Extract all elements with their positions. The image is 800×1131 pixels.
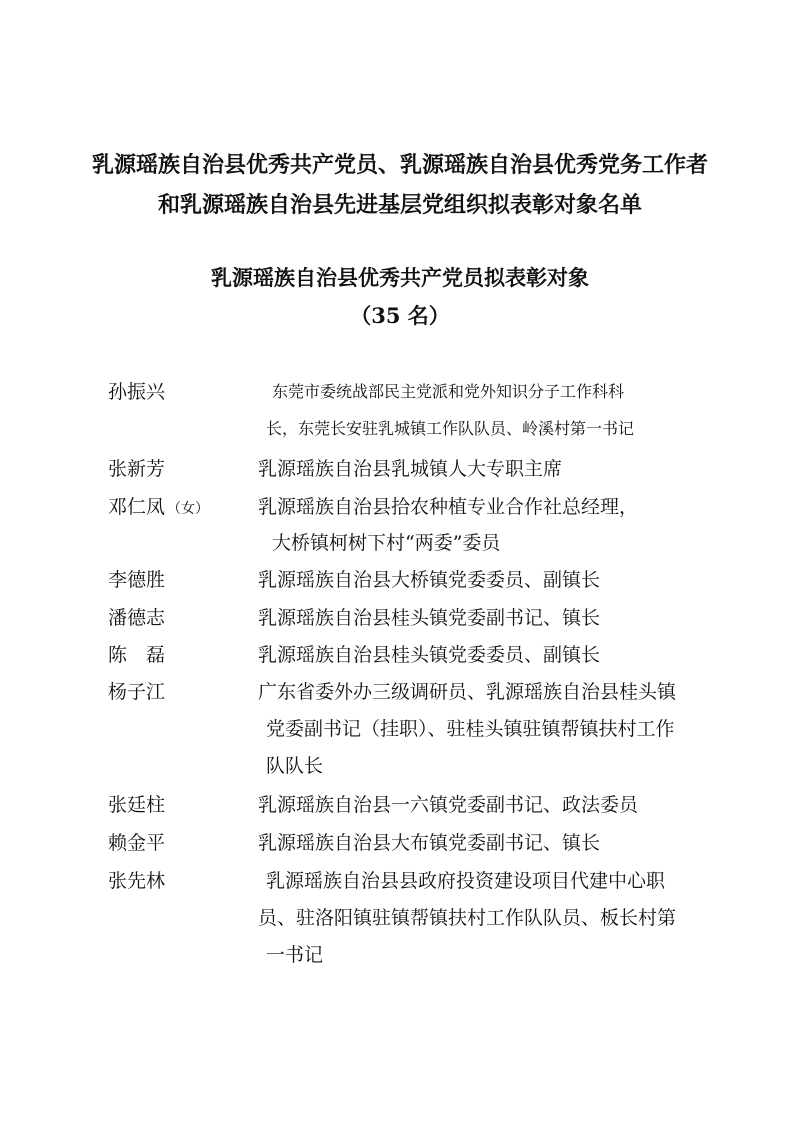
entry-name: 陈 磊 [108,644,166,666]
entry-description-line: 乳源瑶族自治县大布镇党委副书记、镇长 [258,832,601,854]
entry-description-line: 一书记 [266,944,324,966]
entry-description-line: 乳源瑶族自治县拾农种植专业合作社总经理， [258,496,639,518]
entry-description-line: 党委副书记（挂职）、驻桂头镇驻镇帮镇扶村工作 [266,718,675,740]
entry-description-line: 乳源瑶族自治县县政府投资建设项目代建中心职 [266,870,666,892]
section-subtitle: 乳源瑶族自治县优秀共产党员拟表彰对象 [211,265,589,290]
section-count: （35 名） [350,303,450,328]
entry-description-line: 乳源瑶族自治县乳城镇人大专职主席 [258,458,563,480]
document-title-line-1: 乳源瑶族自治县优秀共产党员、乳源瑶族自治县优秀党务工作者 [91,152,708,178]
entry-description-line: 广东省委外办三级调研员、乳源瑶族自治县桂头镇 [258,681,677,703]
entry-description-line: 乳源瑶族自治县大桥镇党委委员、副镇长 [258,569,601,591]
entry-name: 张新芳 [108,458,166,480]
entry-name: 杨子江 [108,681,166,703]
entry-name: 张廷柱 [108,794,166,816]
document-title-line-2: 和乳源瑶族自治县先进基层党组织拟表彰对象名单 [157,192,642,218]
entry-description-line: 长，东莞长安驻乳城镇工作队队员、岭溪村第一书记 [266,419,635,438]
entry-name [108,492,209,519]
entry-description-line: 东莞市委统战部民主党派和党外知识分子工作科科 [272,382,625,401]
entry-description-line: 队队长 [266,755,324,777]
entry-name: 李德胜 [108,569,166,591]
entry-gender: （女） [167,501,210,517]
entry-name: 潘德志 [108,607,166,629]
entry-description-line: 乳源瑶族自治县桂头镇党委委员、副镇长 [258,644,601,666]
entry-description-line: 乳源瑶族自治县桂头镇党委副书记、镇长 [258,607,601,629]
entry-name: 赖金平 [108,832,166,854]
entry-name: 张先林 [108,870,166,892]
entry-description-line: 乳源瑶族自治县一六镇党委副书记、政法委员 [258,794,639,816]
entry-name-text: 邓仁凤 [108,496,166,518]
entry-description-line: 员、驻洛阳镇驻镇帮镇扶村工作队队员、板长村第 [258,907,677,929]
entry-description-line: 大桥镇柯树下村“两委”委员 [272,532,501,554]
entry-name: 孙振兴 [108,381,166,403]
